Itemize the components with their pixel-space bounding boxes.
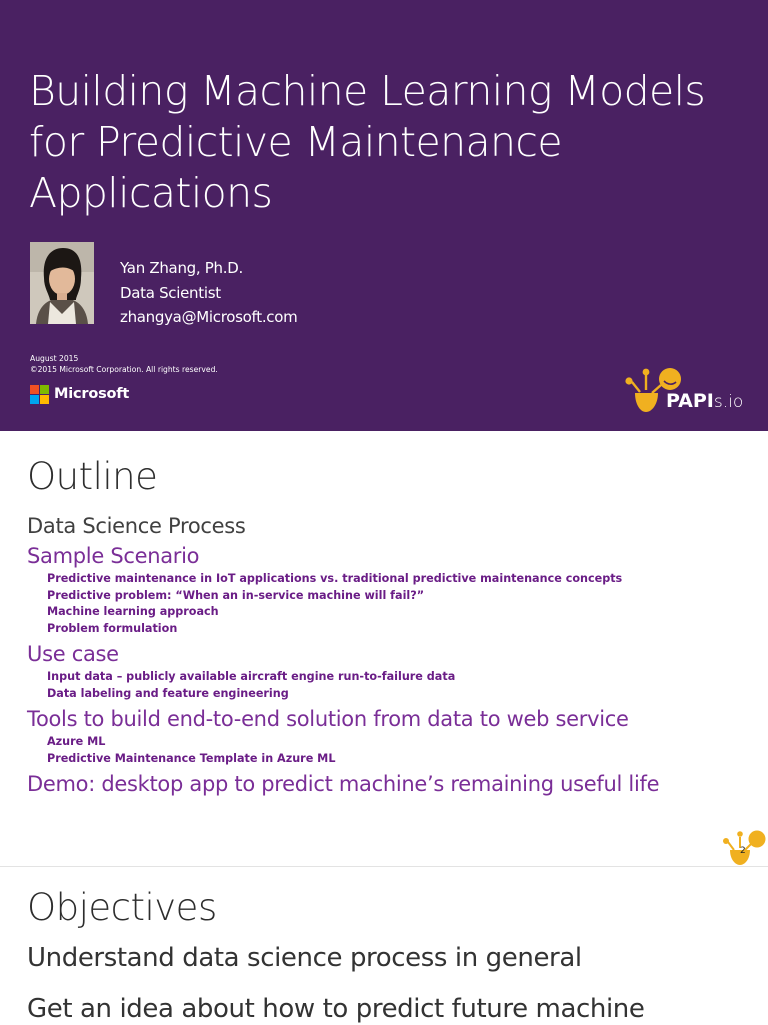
copyright-text: ©2015 Microsoft Corporation. All rights reserved. [30, 365, 218, 374]
presentation-date: August 2015 [30, 354, 79, 363]
papis-wordmark: PAPIs.io [666, 390, 744, 412]
papis-logo [624, 366, 764, 416]
author-block [120, 256, 297, 330]
objective-item: Get an idea about how to predict future machine [27, 994, 645, 1024]
title-line-3: Applications [29, 169, 273, 217]
slide-heading: Objectives [27, 886, 217, 929]
outline-slide [0, 431, 768, 866]
title-slide [0, 0, 768, 431]
outline-list [27, 511, 757, 799]
outline-subitem: Data labeling and feature engineering [47, 686, 289, 700]
outline-subitem: Machine learning approach [47, 605, 219, 618]
page-number: 2 [740, 846, 746, 856]
slide-heading: Outline [27, 455, 158, 498]
presentation-title [29, 66, 749, 219]
objectives-slide [0, 866, 768, 1025]
author-role: Data Scientist [120, 283, 221, 302]
outline-subitem: Predictive problem: “When an in-service machine will fail?” [47, 588, 425, 602]
outline-subitem: Azure ML [47, 735, 106, 748]
title-line-2: for Predictive Maintenance [29, 118, 562, 166]
outline-subitem: Problem formulation [47, 621, 178, 635]
outline-item: Data Science Process [27, 514, 246, 538]
microsoft-logo [30, 384, 129, 404]
slide-footer-text [30, 353, 218, 375]
outline-subitem: Input data – publicly available aircraft engine run-to-failure data [47, 670, 456, 683]
author-name: Yan Zhang, Ph.D. [120, 259, 243, 277]
microsoft-windows-icon [30, 385, 49, 404]
outline-item: Tools to build end-to-end solution from data to web service [27, 707, 629, 731]
outline-item: Demo: desktop app to predict machine’s remaining useful life [27, 772, 660, 796]
objective-item: Understand data science process in general [27, 943, 582, 973]
outline-subitem: Predictive Maintenance Template in Azure ML [47, 751, 336, 765]
author-photo [30, 242, 94, 324]
title-line-1: Building Machine Learning Models [29, 67, 706, 115]
outline-subitem: Predictive maintenance in IoT applications vs. traditional predictive maintenance concepts [47, 572, 623, 585]
author-email[interactable]: zhangya@Microsoft.com [120, 308, 298, 326]
outline-item: Use case [27, 642, 119, 666]
microsoft-wordmark: Microsoft [54, 386, 130, 402]
outline-item: Sample Scenario [27, 544, 200, 568]
